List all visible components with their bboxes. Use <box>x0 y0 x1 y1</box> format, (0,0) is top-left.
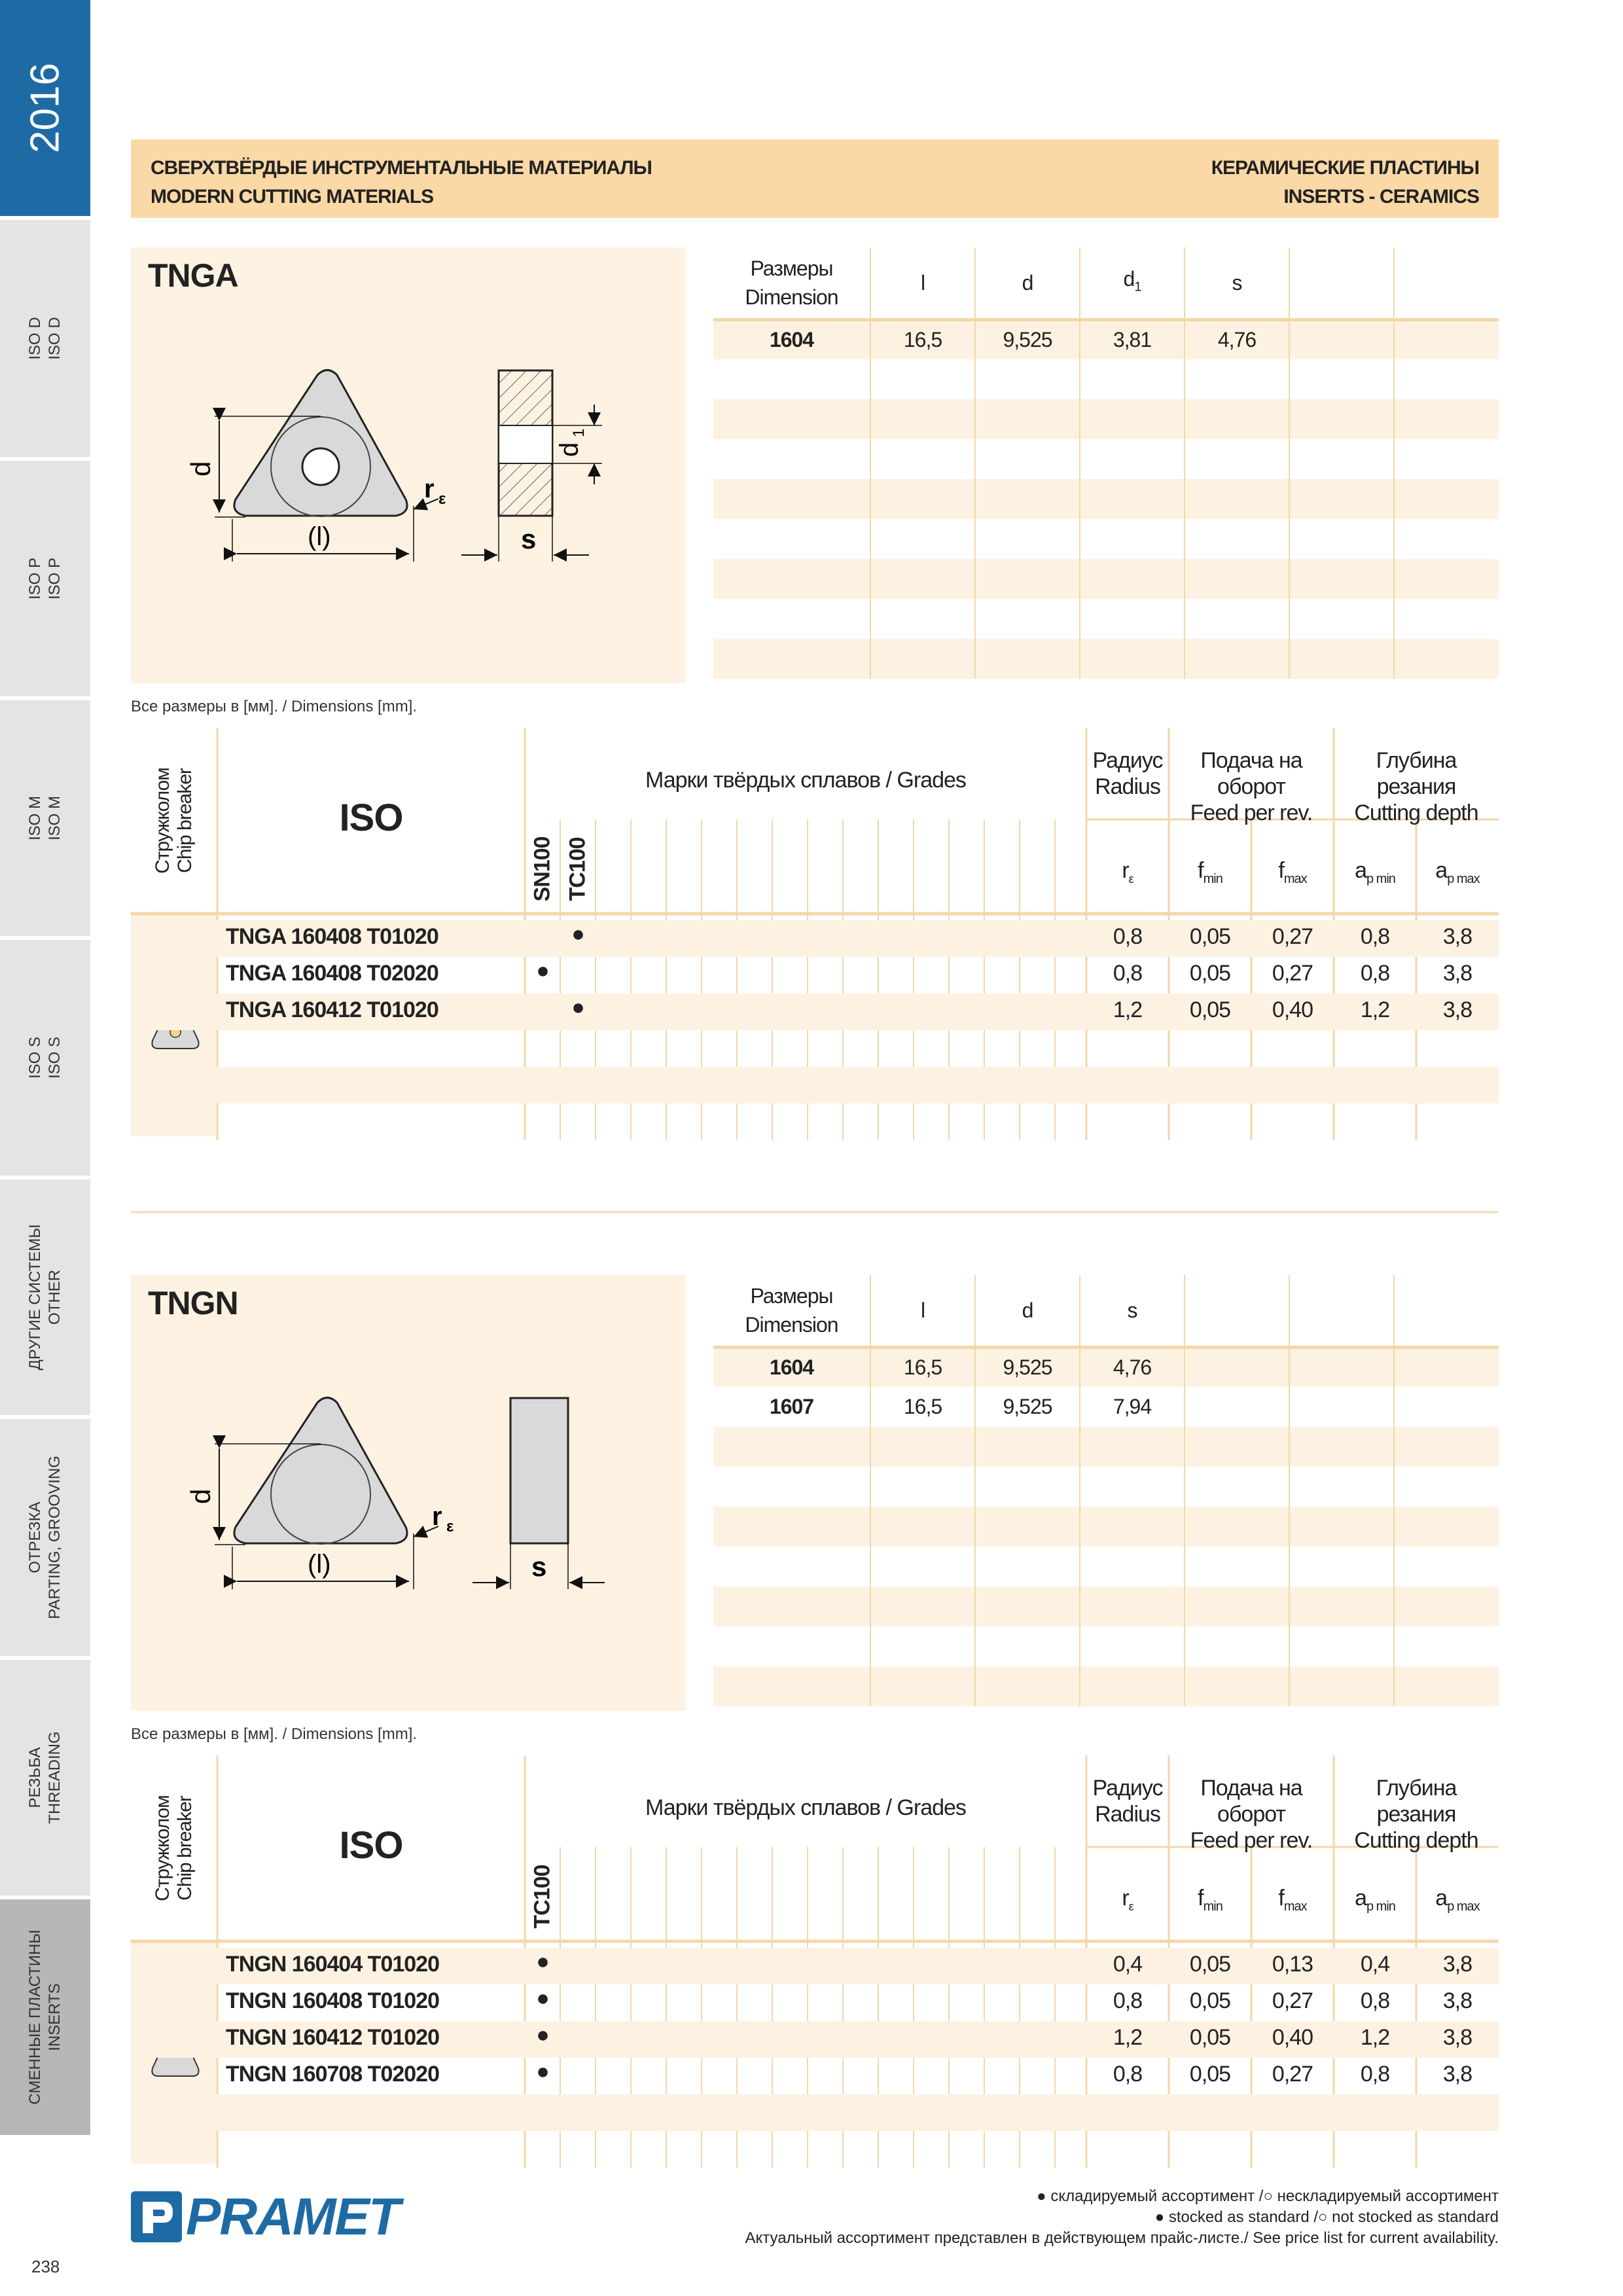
grade-mark: ● <box>536 2059 549 2084</box>
table-row <box>713 639 1499 679</box>
dim-s: 4,76 <box>1080 1347 1185 1387</box>
table-row <box>713 1507 1499 1547</box>
value-r: 0,4 <box>1113 1952 1143 1977</box>
tnga-dim-re-sub: ε <box>438 490 446 508</box>
dim-header-cell <box>713 1275 870 1347</box>
dim-header-l: l <box>870 247 975 319</box>
col-a-main: a <box>1435 858 1448 883</box>
value-fmax: 0,40 <box>1272 997 1313 1022</box>
year: 2016 <box>22 63 68 153</box>
value-r: 0,8 <box>1113 2062 1143 2087</box>
col-apmax <box>1416 1885 1499 1920</box>
iso-label: ISO <box>339 797 403 839</box>
table-row <box>713 319 1499 359</box>
tab-label: ISO P <box>26 557 44 600</box>
tab-label: РЕЗЬБА <box>26 1747 44 1808</box>
tnga-dim-re-label: r <box>424 475 435 503</box>
col-r-main: r <box>1122 858 1129 883</box>
depth-label <box>1334 1775 1499 1854</box>
value-fmax: 0,27 <box>1272 1988 1313 2013</box>
grade-mark: ● <box>571 922 584 946</box>
table-row <box>131 2056 1499 2093</box>
col-f-main: f <box>1198 858 1204 883</box>
grades-title: Марки твёрдых сплавов / Grades <box>645 1795 966 1820</box>
tngn-dim-d-label: d <box>185 1488 216 1504</box>
dim-d: 9,525 <box>975 1347 1080 1387</box>
feed-en: Feed per rev. <box>1190 800 1313 825</box>
table-row <box>131 1946 1499 1983</box>
tab-label: СМЕННЫЕ ПЛАСТИНЫ <box>26 1929 44 2105</box>
year-badge <box>0 0 90 216</box>
value-r: 0,8 <box>1113 961 1143 986</box>
tab-inserts[interactable] <box>0 1895 90 2135</box>
insert-code: TNGN 160404 T01020 <box>226 1952 439 1977</box>
depth-label <box>1334 747 1499 826</box>
dim-d1: 3,81 <box>1080 319 1185 359</box>
col-a-main: a <box>1355 1886 1366 1910</box>
tngn-dim-s-label: s <box>531 1551 547 1582</box>
radius-label <box>1086 1775 1169 1827</box>
dim-l: 16,5 <box>870 1387 975 1427</box>
dim-header-cell <box>713 247 870 319</box>
legend-line-2: ● stocked as standard /○ not stocked as standard <box>1154 2208 1499 2226</box>
tab-iso-d[interactable] <box>0 216 90 457</box>
grade-mark: ● <box>536 1986 549 2011</box>
tngn-drawing-panel <box>131 1275 686 1711</box>
header-left-ru: СВЕРХТВЁРДЫЕ ИНСТРУМЕНТАЛЬНЫЕ МАТЕРИАЛЫ <box>151 157 652 179</box>
feed-ru: Подача на оборот <box>1200 1776 1302 1827</box>
col-f-main: f <box>1198 1886 1204 1910</box>
tab-label: ОТРЕЗКА <box>26 1501 44 1573</box>
table-row <box>713 1666 1499 1706</box>
dim-header-en: Dimension <box>745 1312 838 1336</box>
header-left-en: MODERN CUTTING MATERIALS <box>151 186 434 207</box>
chip-breaker-label-ru: Стружколом <box>152 768 173 874</box>
table-row <box>131 919 1499 956</box>
insert-code: TNGA 160412 T01020 <box>226 997 438 1022</box>
value-fmin: 0,05 <box>1189 1952 1231 1977</box>
value-r: 1,2 <box>1113 997 1143 1022</box>
chip-breaker-label-en: Chip breaker <box>174 1796 196 1901</box>
insert-code: TNGN 160408 T01020 <box>226 1988 439 2013</box>
legend-line-3: Актуальный ассортимент представлен в действующем прайс-листе./ See price list for current availability. <box>745 2229 1499 2247</box>
table-row <box>131 2020 1499 2056</box>
dim-empty <box>1289 319 1394 359</box>
tngn-insert-drawing <box>131 1275 686 1711</box>
tab-iso-p[interactable] <box>0 457 90 696</box>
tnga-grade-table <box>131 728 1499 1140</box>
value-apmin: 0,8 <box>1360 2062 1390 2087</box>
tnga-drawing-panel <box>131 247 686 683</box>
depth-ru: Глубина резания <box>1376 1776 1457 1827</box>
tngn-title: TNGN <box>148 1285 238 1321</box>
table-row <box>713 1587 1499 1626</box>
col-fmax <box>1251 857 1334 892</box>
tab-label: ISO D <box>26 317 44 360</box>
col-apmin <box>1334 857 1416 892</box>
value-r: 0,8 <box>1113 924 1143 949</box>
table-row <box>713 359 1499 399</box>
tngn-grade-table <box>131 1755 1499 2168</box>
radius-ru: Радиус <box>1092 748 1163 773</box>
tab-label: ISO M <box>26 795 44 841</box>
feed-label <box>1169 747 1334 826</box>
grade-mark: ● <box>536 2022 549 2047</box>
tnga-dim-d1-label: d <box>555 442 584 457</box>
table-row <box>713 1347 1499 1387</box>
value-apmin: 1,2 <box>1360 2025 1390 2050</box>
dim-header-d: d <box>975 1275 1080 1347</box>
col-fmin-sub: min <box>1203 1899 1222 1914</box>
tnga-dimensions-note: Все размеры в [мм]. / Dimensions [mm]. <box>131 698 418 715</box>
value-fmin: 0,05 <box>1189 2025 1231 2050</box>
col-apmin-sub: p min <box>1366 1899 1395 1914</box>
feed-ru: Подача на оборот <box>1200 748 1302 799</box>
header-right-en: INSERTS - CERAMICS <box>1283 186 1479 207</box>
col-apmax-sub: p max <box>1447 1899 1480 1914</box>
tngn-dim-re-sub: ε <box>446 1518 454 1535</box>
dim-header-ru: Размеры <box>750 256 833 280</box>
feed-label <box>1169 1775 1334 1854</box>
dim-empty <box>1394 319 1499 359</box>
insert-code: TNGA 160408 T01020 <box>226 924 438 949</box>
table-row <box>131 2094 1499 2131</box>
table-row <box>713 1547 1499 1587</box>
tab-label: ISO M <box>46 795 63 841</box>
value-fmin: 0,05 <box>1189 924 1231 949</box>
tab-label: ISO D <box>46 317 63 360</box>
grade-tc100: TC100 <box>529 1865 555 1929</box>
dim-s: 7,94 <box>1080 1387 1185 1427</box>
value-fmax: 0,27 <box>1272 924 1313 949</box>
table-row <box>713 519 1499 559</box>
col-r <box>1086 1885 1169 1920</box>
col-fmin <box>1169 857 1251 892</box>
table-row <box>713 1387 1499 1427</box>
col-fmax-sub: max <box>1283 871 1307 886</box>
dim-s: 4,76 <box>1185 319 1289 359</box>
insert-code: TNGN 160708 T02020 <box>226 2062 439 2087</box>
tnga-insert-drawing <box>131 247 686 683</box>
pramet-mark-svg <box>131 2191 182 2242</box>
dim-header-s: s <box>1185 247 1289 319</box>
value-r: 1,2 <box>1113 2025 1143 2050</box>
dim-header-empty <box>1394 247 1499 319</box>
tab-parting-grooving[interactable] <box>0 1415 90 1656</box>
value-fmin: 0,05 <box>1189 997 1231 1022</box>
col-r-sub: ε <box>1128 872 1133 886</box>
col-a-main: a <box>1355 858 1366 883</box>
col-r-sub: ε <box>1128 1899 1133 1913</box>
tab-label: THREADING <box>46 1731 63 1824</box>
tab-iso-s[interactable] <box>0 936 90 1175</box>
tab-label: PARTING, GROOVING <box>46 1456 63 1619</box>
dim-header-empty <box>1185 1275 1289 1347</box>
iso-label: ISO <box>339 1824 403 1867</box>
tab-label: OTHER <box>46 1270 63 1325</box>
dim-d: 9,525 <box>975 319 1080 359</box>
col-f-main: f <box>1278 1886 1284 1910</box>
dim-header-d: d <box>975 247 1080 319</box>
dim-size: 1604 <box>713 1347 870 1387</box>
tab-threading[interactable] <box>0 1656 90 1895</box>
dim-header-d1-main: d <box>1123 266 1135 291</box>
dim-header-s: s <box>1080 1275 1185 1347</box>
page-header <box>131 139 1499 218</box>
grade-mark: ● <box>536 1949 549 1974</box>
grade-mark: ● <box>571 995 584 1020</box>
table-row <box>713 479 1499 519</box>
tab-label: ДРУГИЕ СИСТЕМЫ <box>26 1224 44 1371</box>
grade-sn100: SN100 <box>529 836 555 902</box>
col-apmax-sub: p max <box>1447 871 1480 886</box>
col-a-main: a <box>1435 1886 1448 1910</box>
legend-line-1: ● складируемый ассортимент /○ нескладируемый ассортимент <box>1037 2187 1499 2205</box>
value-apmin: 0,8 <box>1360 961 1390 986</box>
value-fmax: 0,13 <box>1272 1952 1313 1977</box>
chip-breaker-label-en: Chip breaker <box>174 768 196 873</box>
tnga-dim-l-label: (l) <box>308 522 331 551</box>
tab-label: ISO P <box>46 557 63 600</box>
dim-header-en: Dimension <box>745 285 838 309</box>
col-apmin <box>1334 1885 1416 1920</box>
value-apmax: 3,8 <box>1442 1988 1472 2013</box>
value-apmax: 3,8 <box>1442 2062 1472 2087</box>
chip-breaker-label-ru: Стружколом <box>152 1795 173 1901</box>
value-apmin: 0,4 <box>1360 1952 1390 1977</box>
value-apmax: 3,8 <box>1442 2025 1472 2050</box>
table-row <box>713 1467 1499 1507</box>
value-fmin: 0,05 <box>1189 1988 1231 2013</box>
table-row <box>131 1983 1499 2020</box>
radius-label <box>1086 747 1169 800</box>
col-r-main: r <box>1122 1886 1129 1910</box>
value-apmin: 0,8 <box>1360 924 1390 949</box>
dim-size: 1604 <box>713 319 870 359</box>
tab-label: ISO S <box>46 1036 63 1079</box>
depth-ru: Глубина резания <box>1376 748 1457 799</box>
dim-l: 16,5 <box>870 1347 975 1387</box>
col-fmin-sub: min <box>1203 871 1222 886</box>
tab-label: INSERTS <box>46 1983 63 2051</box>
pramet-logo-icon <box>131 2191 182 2242</box>
pramet-logo <box>131 2187 399 2246</box>
value-fmax: 0,40 <box>1272 2025 1313 2050</box>
tab-iso-m[interactable] <box>0 696 90 936</box>
value-fmin: 0,05 <box>1189 2062 1231 2087</box>
radius-en: Radius <box>1095 1802 1160 1827</box>
col-r <box>1086 857 1169 892</box>
insert-code: TNGN 160412 T01020 <box>226 2025 439 2050</box>
dim-header-empty <box>1289 1275 1394 1347</box>
value-apmax: 3,8 <box>1442 924 1472 949</box>
table-row <box>131 992 1499 1029</box>
value-apmin: 0,8 <box>1360 1988 1390 2013</box>
table-row <box>713 559 1499 599</box>
dim-size: 1607 <box>769 1395 814 1418</box>
col-fmax <box>1251 1885 1334 1920</box>
table-row <box>131 1030 1499 1067</box>
col-fmin <box>1169 1885 1251 1920</box>
value-r: 0,8 <box>1113 1988 1143 2013</box>
table-row <box>131 1067 1499 1103</box>
feed-en: Feed per rev. <box>1190 1828 1313 1853</box>
table-row <box>713 1626 1499 1666</box>
tngn-dim-l-label: (l) <box>308 1550 331 1579</box>
page-number: 238 <box>31 2257 60 2276</box>
dim-d: 9,525 <box>975 1387 1080 1427</box>
tab-other[interactable] <box>0 1175 90 1415</box>
dim-header-ru: Размеры <box>750 1283 833 1308</box>
table-row <box>131 956 1499 992</box>
grade-tc100: TC100 <box>565 837 590 901</box>
value-apmax: 3,8 <box>1442 1952 1472 1977</box>
radius-ru: Радиус <box>1092 1776 1163 1801</box>
value-apmin: 1,2 <box>1360 997 1390 1022</box>
dim-header-d1 <box>1080 247 1185 319</box>
table-row <box>713 1427 1499 1467</box>
dim-header-d1-sub: 1 <box>1134 279 1141 294</box>
dim-header-l: l <box>870 1275 975 1347</box>
dim-header-empty <box>1289 247 1394 319</box>
dim-header-empty <box>1394 1275 1499 1347</box>
dim-l: 16,5 <box>870 319 975 359</box>
tab-label: ISO S <box>26 1036 44 1079</box>
insert-code: TNGA 160408 T02020 <box>226 961 438 986</box>
tnga-dimension-table <box>713 247 1499 679</box>
tnga-dim-d-label: d <box>185 461 216 476</box>
col-apmin-sub: p min <box>1366 871 1395 886</box>
tngn-dimensions-note: Все размеры в [мм]. / Dimensions [mm]. <box>131 1725 418 1743</box>
sidebar <box>0 0 90 2296</box>
table-row <box>713 439 1499 479</box>
tnga-dim-s-label: s <box>521 524 537 554</box>
depth-en: Cutting depth <box>1354 1828 1478 1853</box>
tnga-dim-d1-sub: 1 <box>570 428 588 437</box>
tnga-title: TNGA <box>148 257 238 294</box>
section-divider <box>131 1211 1499 1213</box>
col-fmax-sub: max <box>1283 1899 1307 1914</box>
tngn-dimension-table <box>713 1275 1499 1706</box>
tngn-dim-re-label: r <box>432 1502 442 1531</box>
value-fmax: 0,27 <box>1272 2062 1313 2087</box>
header-right-ru: КЕРАМИЧЕСКИЕ ПЛАСТИНЫ <box>1211 157 1479 179</box>
value-apmax: 3,8 <box>1442 961 1472 986</box>
col-f-main: f <box>1278 858 1284 883</box>
table-row <box>713 399 1499 439</box>
value-fmax: 0,27 <box>1272 961 1313 986</box>
value-fmin: 0,05 <box>1189 961 1231 986</box>
grade-mark: ● <box>536 958 549 983</box>
value-apmax: 3,8 <box>1442 997 1472 1022</box>
grades-title: Марки твёрдых сплавов / Grades <box>645 768 966 793</box>
col-apmax <box>1416 857 1499 892</box>
depth-en: Cutting depth <box>1354 800 1478 825</box>
table-row <box>713 599 1499 639</box>
pramet-logo-text: PRAMET <box>186 2187 399 2246</box>
radius-en: Radius <box>1095 774 1160 799</box>
